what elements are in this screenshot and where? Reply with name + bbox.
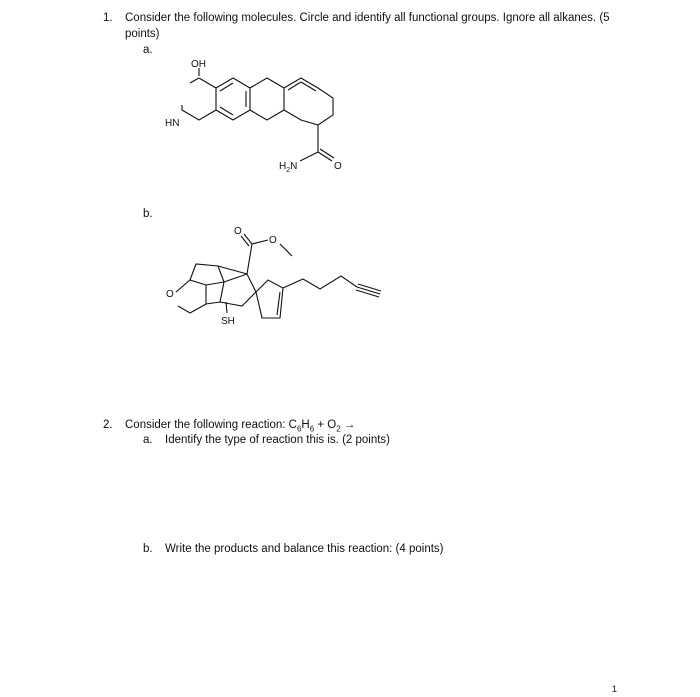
- q1-text-line2: points): [125, 28, 160, 40]
- q1-text-line1: Consider the following molecules. Circle and identify all functional groups. Ignore all alkanes. (5: [125, 12, 610, 24]
- mol-a-h2n-label: $H_2N$: [279, 161, 298, 174]
- mol-b-carbonyl-o-label: O: [234, 226, 242, 237]
- q2-arrow: →: [340, 419, 356, 431]
- mol-a-hn-label: HN: [165, 118, 180, 129]
- q1-number: 1.: [103, 12, 113, 24]
- q2-sub-h: 6: [309, 424, 315, 434]
- q2-text-prefix: Consider the following reaction: C: [125, 419, 297, 431]
- mol-b-sh-label: SH: [221, 316, 235, 327]
- q1-part-a-label: a.: [143, 44, 153, 56]
- page-number: 1: [612, 684, 618, 694]
- q1-part-b-label: b.: [143, 208, 153, 220]
- q2-part-b-label: b.: [143, 543, 153, 555]
- q2-part-b-text: Write the products and balance this reaction: (4 points): [165, 543, 444, 555]
- q2-part-a-label: a.: [143, 434, 153, 446]
- q2-h: H: [301, 419, 310, 431]
- q2-sub-c: 6: [296, 424, 302, 434]
- q2-plus-o: + O: [314, 419, 337, 431]
- mol-b-ring-o-label: O: [166, 289, 174, 300]
- q2-sub-o: 2: [336, 424, 341, 434]
- mol-a-o-label: O: [334, 161, 342, 172]
- q2-part-a: [143, 433, 390, 448]
- mol-b-ester-o-label: O: [269, 235, 277, 246]
- mol-a-oh-label: OH: [191, 59, 206, 70]
- q2-part-b: [143, 542, 444, 557]
- q2-part-a-text: Identify the type of reaction this is. (2 points): [165, 434, 391, 446]
- mol-b-thf-ring: [176, 280, 206, 313]
- q2-number: 2.: [103, 419, 113, 431]
- mol-b-ring-3: [206, 274, 256, 306]
